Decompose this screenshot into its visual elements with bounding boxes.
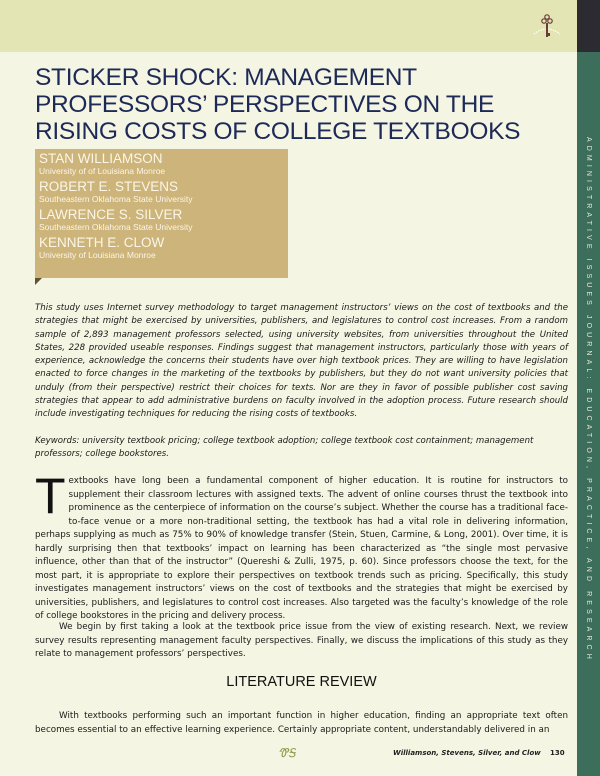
author-affiliation: Southeastern Oklahoma State University [39,222,193,232]
body-paragraph: With textbooks performing such an important function in higher education, finding an appropriate text often becomes essential to an effective learning experience. Certainly appropriate content, understandably delivered in an [35,711,568,735]
journal-name: ADMINISTRATIVE ISSUES JOURNAL: EDUCATION, PRACTICE, AND RESEARCH [585,137,592,663]
footer-authors: Williamson, Stevens, Silver, and Clow [393,749,541,757]
author-name: KENNETH E. CLOW [39,235,165,250]
author-affiliation: University of of Louisiana Monroe [39,166,166,176]
header-band [0,0,577,52]
intro-paragraph [35,468,568,624]
footer-ornament-icon: ᏡᎦ [278,746,296,760]
abstract: This study uses Internet survey methodology to target management instructors’ views on the cost of textbooks and the strategies that might be exercised by universities, publishers, and legislatures to control cost increases. From a random sample of 2,893 management professors selected, using university websites, from universities throughout the United States, 228 provided useable responses. Findings suggest that management instructors, particularly those with years of experience, acknowledge the concerns their students have over high textbook prices. They are willing to have legislation enacted to force changes in the marketing of the textbooks by publishers, but they do not want university policies that unduly (from their perspective) restrict their choices for texts. Nor are they in favor of possible publisher cost saving strategies that appear to add administrative burdens on faculty involved in the adoption process. Future research should include investigating techniques for reducing the rising costs of textbooks. [35,303,568,420]
author-name: LAWRENCE S. SILVER [39,207,183,222]
author-name: STAN WILLIAMSON [39,151,163,166]
keywords: Keywords: university textbook pricing; college textbook adoption; college textbook cost containment; management professors; college bookstores. [35,436,534,460]
body-paragraph: We begin by first taking a look at the textbook price issue from the view of existing research. Next, we review survey results representing management faculty perspectives. Finally, we discuss the implications of this study as they relate to management professors’ perspectives. [35,622,568,659]
author-box [35,149,288,278]
author-affiliation: Southeastern Oklahoma State University [39,194,193,204]
drop-cap: T [35,468,66,524]
key-icon [532,12,562,42]
page-number: 130 [550,749,565,757]
section-heading: LITERATURE REVIEW [226,674,377,690]
author-affiliation: University of Louisiana Monroe [39,250,156,260]
author-name: ROBERT E. STEVENS [39,179,179,194]
sidebar-strip-dark [577,0,600,52]
article-title: STICKER SHOCK: MANAGEMENT PROFESSORS’ PERSPECTIVES ON THE RISING COSTS OF COLLEGE TEXTBOOKS [35,64,521,145]
intro-text: extbooks have long been a fundamental component of higher education. It is routine for instructors to supplement their classroom lectures with assigned texts. The advent of online courses thrust the textbook into prominence as the centerpiece of information on the course’s subject. Whether the course has a traditional face-to-face venue or a more non-traditional setting, the textbook has had a vital role in delivering information, perhaps supplying as much as 75% to 90% of knowledge transfer (Stein, Stuen, Carmine, & Long, 2001). Over time, it is hardly surprising then that textbooks’ impact on learning has been characterized as “the single most pervasive influence, other than that of the instructor” (Quereshi & Zulli, 1975, p. 60). Since professors choose the text, for the most part, it is appropriate to explore their perspectives on textbook trends such as pricing. Specifically, this study investigates management instructors’ views on the cost of textbooks and the strategies that might be exercised by universities, publishers, and legislatures to control cost increases. Also targeted was the faculty’s knowledge of the role of college bookstores in the pricing and delivery process. [35,476,568,621]
author-box-corner [35,278,42,285]
